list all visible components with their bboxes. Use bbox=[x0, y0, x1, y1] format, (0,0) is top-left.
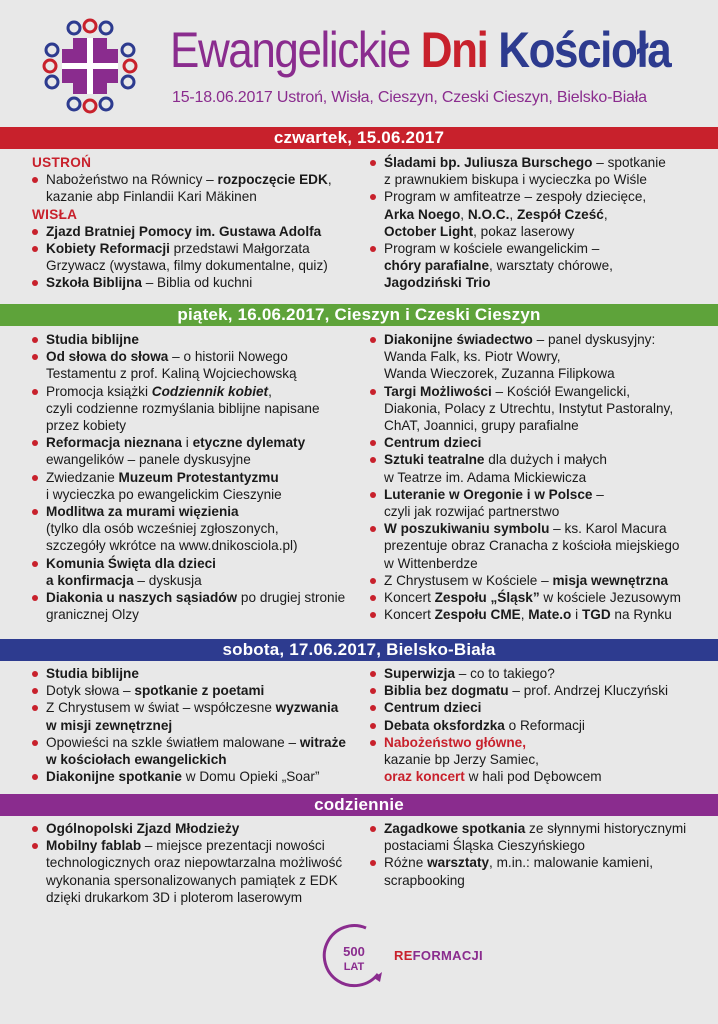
list-item: Targi Możliwości – Kościół Ewangelicki, Diakonia, Polacy z Utrechtu, Instytut Pastoralny, ChAT, Joannici, grupy parafialne bbox=[370, 383, 700, 435]
section-heading-daily: codziennie bbox=[0, 794, 718, 816]
footer-number: 500 bbox=[343, 944, 365, 959]
thursday-right-column bbox=[370, 154, 700, 292]
list-item: Różne warsztaty, m.in.: malowanie kamieni, scrapbooking bbox=[370, 854, 700, 888]
title-part-2: Dni bbox=[420, 22, 488, 78]
list-item: Koncert Zespołu CME, Mate.o i TGD na Rynku bbox=[370, 606, 700, 623]
thursday-left-column bbox=[32, 154, 352, 292]
list-item: Zjazd Bratniej Pomocy im. Gustawa Adolfa bbox=[32, 223, 352, 240]
list-item: Sztuki teatralne dla dużych i małych w Teatrze im. Adama Mickiewicza bbox=[370, 451, 700, 485]
section-heading-friday: piątek, 16.06.2017, Cieszyn i Czeski Cieszyn bbox=[0, 304, 718, 326]
list-item: Modlitwa za murami więzienia (tylko dla osób wcześniej zgłoszonych, szczegóły wkrótce na www.dnikosciola.pl) bbox=[32, 503, 352, 555]
section-heading-saturday: sobota, 17.06.2017, Bielsko-Biała bbox=[0, 639, 718, 661]
daily-right-column bbox=[370, 820, 700, 889]
list-item: Centrum dzieci bbox=[370, 434, 700, 451]
list-item: Luteranie w Oregonie i w Polsce – czyli jak rozwijać partnerstwo bbox=[370, 486, 700, 520]
list-item: Mobilny fablab – miejsce prezentacji nowości technologicznych oraz niepowtarzalna możliwość wykonania spersonalizowanych pamiątek z EDK dzięki drukarkom 3D i ploterom laserowym bbox=[32, 837, 352, 906]
page-title bbox=[170, 22, 670, 78]
section-heading-thursday: czwartek, 15.06.2017 bbox=[0, 127, 718, 149]
list-item: Nabożeństwo główne, kazanie bp Jerzy Samiec, oraz koncert w hali pod Dębowcem bbox=[370, 734, 700, 786]
reformation-500-circle-icon bbox=[318, 918, 390, 998]
list-item: Promocja książki Codziennik kobiet, czyli codzienne rozmyślania biblijne napisane przez kobiety bbox=[32, 383, 352, 435]
footer-logo bbox=[318, 918, 488, 998]
list-item: Zagadkowe spotkania ze słynnymi historycznymi postaciami Śląska Cieszyńskiego bbox=[370, 820, 700, 854]
list-item: Diakonijne świadectwo – panel dyskusyjny: Wanda Falk, ks. Piotr Wowry, Wanda Wieczorek, Zuzanna Filipkowa bbox=[370, 331, 700, 383]
list-item: Reformacja nieznana i etyczne dylematy ewangelików – panele dyskusyjne bbox=[32, 434, 352, 468]
list-item: Zwiedzanie Muzeum Protestantyzmu i wycieczka po ewangelickim Cieszynie bbox=[32, 469, 352, 503]
location-label: USTROŃ bbox=[32, 155, 92, 170]
list-item: Komunia Święta dla dzieci a konfirmacja – dyskusja bbox=[32, 555, 352, 589]
list-item: Nabożeństwo na Równicy – rozpoczęcie EDK, kazanie abp Finlandii Kari Mäkinen bbox=[32, 171, 352, 205]
list-item: Program w kościele ewangelickim – chóry parafialne, warsztaty chórowe, Jagodziński Trio bbox=[370, 240, 700, 292]
friday-right-column bbox=[370, 331, 700, 623]
list-item: Z Chrystusem w Kościele – misja wewnętrzna bbox=[370, 572, 700, 589]
list-item: Biblia bez dogmatu – prof. Andrzej Kluczyński bbox=[370, 682, 700, 699]
title-part-3: Kościoła bbox=[498, 22, 671, 78]
list-item: Debata oksfordzka o Reformacji bbox=[370, 717, 700, 734]
friday-left-column bbox=[32, 331, 352, 623]
location-label: WISŁA bbox=[32, 206, 78, 222]
saturday-right-column bbox=[370, 665, 700, 785]
list-item: Diakonijne spotkanie w Domu Opieki „Soar” bbox=[32, 768, 352, 785]
list-item: Z Chrystusem w świat – współczesne wyzwania w misji zewnętrznej bbox=[32, 699, 352, 733]
list-item: Dotyk słowa – spotkanie z poetami bbox=[32, 682, 352, 699]
list-item: Kobiety Reformacji przedstawi Małgorzata Grzywacz (wystawa, filmy dokumentalne, quiz) bbox=[32, 240, 352, 274]
list-item: Śladami bp. Juliusza Burschego – spotkanie z prawnukiem biskupa i wycieczka po Wiśle bbox=[370, 154, 700, 188]
list-item: Superwizja – co to takiego? bbox=[370, 665, 700, 682]
header bbox=[0, 0, 718, 124]
list-item: Centrum dzieci bbox=[370, 699, 700, 716]
cross-with-circles-icon bbox=[40, 16, 140, 116]
list-item: W poszukiwaniu symbolu – ks. Karol Macura prezentuje obraz Cranacha z kościoła miejskiego w Wittenberdze bbox=[370, 520, 700, 572]
daily-left-column bbox=[32, 820, 352, 906]
saturday-left-column bbox=[32, 665, 352, 785]
subtitle: 15-18.06.2017 Ustroń, Wisła, Cieszyn, Czeski Cieszyn, Bielsko-Biała bbox=[172, 89, 647, 106]
list-item: Diakonia u naszych sąsiadów po drugiej stronie granicznej Olzy bbox=[32, 589, 352, 623]
footer-text: REFORMACJI bbox=[394, 948, 483, 963]
footer-lat: LAT bbox=[343, 961, 365, 973]
list-item: Szkoła Biblijna – Biblia od kuchni bbox=[32, 274, 352, 291]
list-item: Od słowa do słowa – o historii Nowego Testamentu z prof. Kaliną Wojciechowską bbox=[32, 348, 352, 382]
list-item: Opowieści na szkle światłem malowane – witraże w kościołach ewangelickich bbox=[32, 734, 352, 768]
title-part-1: Ewangelickie bbox=[170, 22, 410, 78]
list-item: Koncert Zespołu „Śląsk” w kościele Jezusowym bbox=[370, 589, 700, 606]
list-item: Ogólnopolski Zjazd Młodzieży bbox=[32, 820, 352, 837]
list-item: Studia biblijne bbox=[32, 665, 352, 682]
list-item: Program w amfiteatrze – zespoły dziecięce, Arka Noego, N.O.C., Zespół Cześć, October Light, pokaz laserowy bbox=[370, 188, 700, 240]
list-item: Studia biblijne bbox=[32, 331, 352, 348]
